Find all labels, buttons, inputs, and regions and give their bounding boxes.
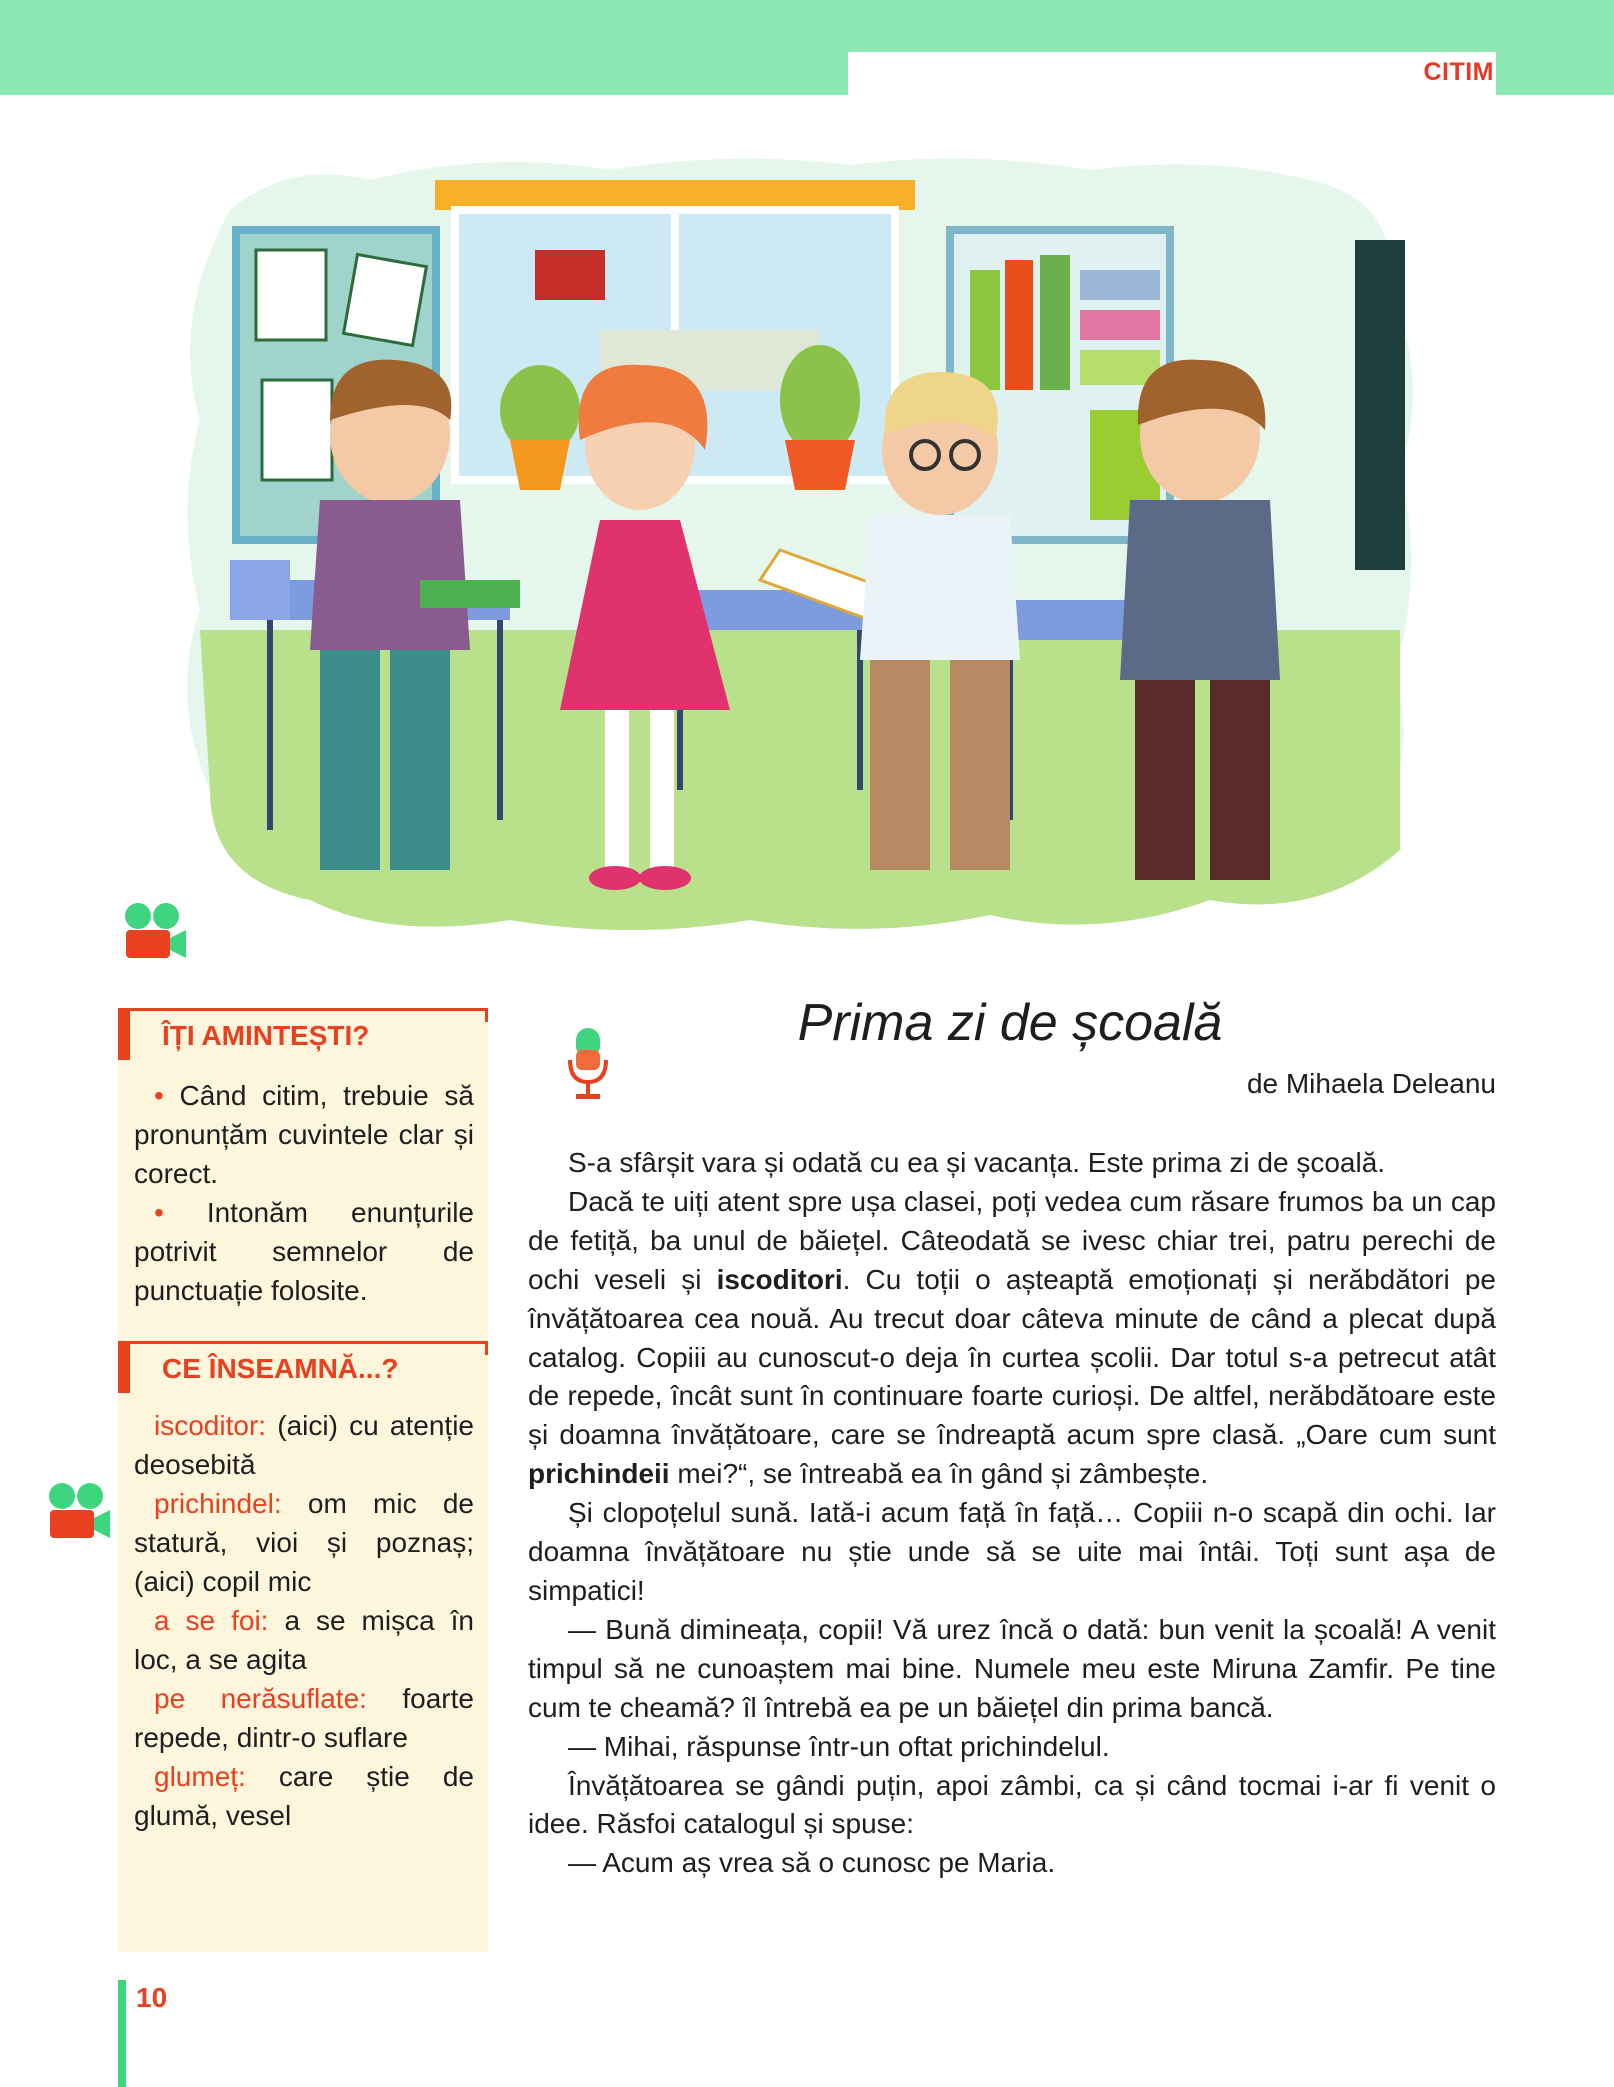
- paragraph: Dacă te uiți atent spre ușa clasei, poți vedea cum răsare frumos ba un cap de fetiță, ba unul de băiețel. Câteodată se ivesc chiar trei, patru perechi de ochi veseli și iscoditori. Cu toții o așteaptă emoționați și nerăbdători pe învățătoarea cea nouă. Au trecut doar câteva minute de când a plecat după catalog. Copiii au cunoscut-o deja în curtea școlii. Dar totul s-a petrecut atât de repede, încât sunt în continuare foarte curioși. De altfel, nerăbdătoare este și doamna învățătoare, care se îndreaptă acum spre clasă. „Oare cum sunt prichindeii mei?“, se întreabă ea în gând și zâmbește.: [528, 1185, 1496, 1490]
- section-label: CITIM: [1423, 58, 1494, 86]
- sidebar-box: [118, 1008, 488, 1952]
- microphone-icon: [566, 1028, 610, 1102]
- video-camera-icon: [118, 900, 190, 962]
- glossary-entry: pe nerăsuflate: foarte repede, dintr-o suflare: [134, 1683, 474, 1753]
- video-camera-icon: [42, 1480, 114, 1542]
- glossary-entry: glumeț: care știe de glumă, vesel: [134, 1761, 474, 1831]
- remember-list: [134, 1076, 474, 1310]
- glossary-header: [118, 1341, 488, 1393]
- glossary-word: iscoditori: [716, 1263, 843, 1295]
- remember-heading: ÎȚI AMINTEȘTI?: [162, 1020, 370, 1051]
- remember-item: • Când citim, trebuie să pronunțăm cuvintele clar și corect.: [134, 1080, 474, 1189]
- glossary-entry: iscoditor: (aici) cu atenție deosebită: [134, 1410, 474, 1480]
- remember-header: [118, 1008, 488, 1060]
- glossary-word: prichindeii: [528, 1458, 670, 1490]
- glossary-entry: a se foi: a se mișca în loc, a se agita: [134, 1605, 475, 1675]
- story-text: [528, 1144, 1496, 1883]
- paragraph: Învățătoarea se gândi puțin, apoi zâmbi, ca și când tocmai i-ar fi venit o idee. Răsfoi catalogul și spuse:: [528, 1769, 1496, 1840]
- paragraph: Și clopoțelul sună. Iată-i acum față în față… Copiii n-o scapă din ochi. Iar doamna învățătoare nu știe unde să se uite mai întâi. Toți sunt așa de simpatici!: [528, 1497, 1496, 1606]
- page-number: 10: [136, 1982, 168, 2013]
- story-author: de Mihaela Deleanu: [1246, 1068, 1496, 1099]
- section-tab: [848, 52, 1496, 95]
- remember-item: • Intonăm enunțurile potrivit semnelor de punctuație folosite.: [134, 1197, 474, 1306]
- paragraph: — Bună dimineața, copii! Vă urez încă o dată: bun venit la școală! A venit timpul să ne cunoaștem mai bine. Numele meu este Miruna Zamfir. Pe tine cum te cheamă? îl întrebă ea pe un băiețel din prima bancă.: [528, 1613, 1496, 1723]
- glossary-entry: prichindel: om mic de statură, vioi și poznaș; (aici) copil mic: [134, 1488, 474, 1597]
- page-marker: [118, 1980, 126, 2087]
- classroom-illustration: [170, 150, 1430, 940]
- glossary-list: [134, 1406, 474, 1835]
- paragraph: S-a sfârșit vara și odată cu ea și vacanța. Este prima zi de școală.: [568, 1147, 1386, 1178]
- paragraph: — Acum aș vrea să o cunosc pe Maria.: [568, 1847, 1056, 1879]
- paragraph: — Mihai, răspunse într-un oftat prichindelul.: [568, 1730, 1110, 1762]
- glossary-heading: CE ÎNSEAMNĂ...?: [162, 1353, 399, 1384]
- story-title: Prima zi de școală: [797, 994, 1223, 1052]
